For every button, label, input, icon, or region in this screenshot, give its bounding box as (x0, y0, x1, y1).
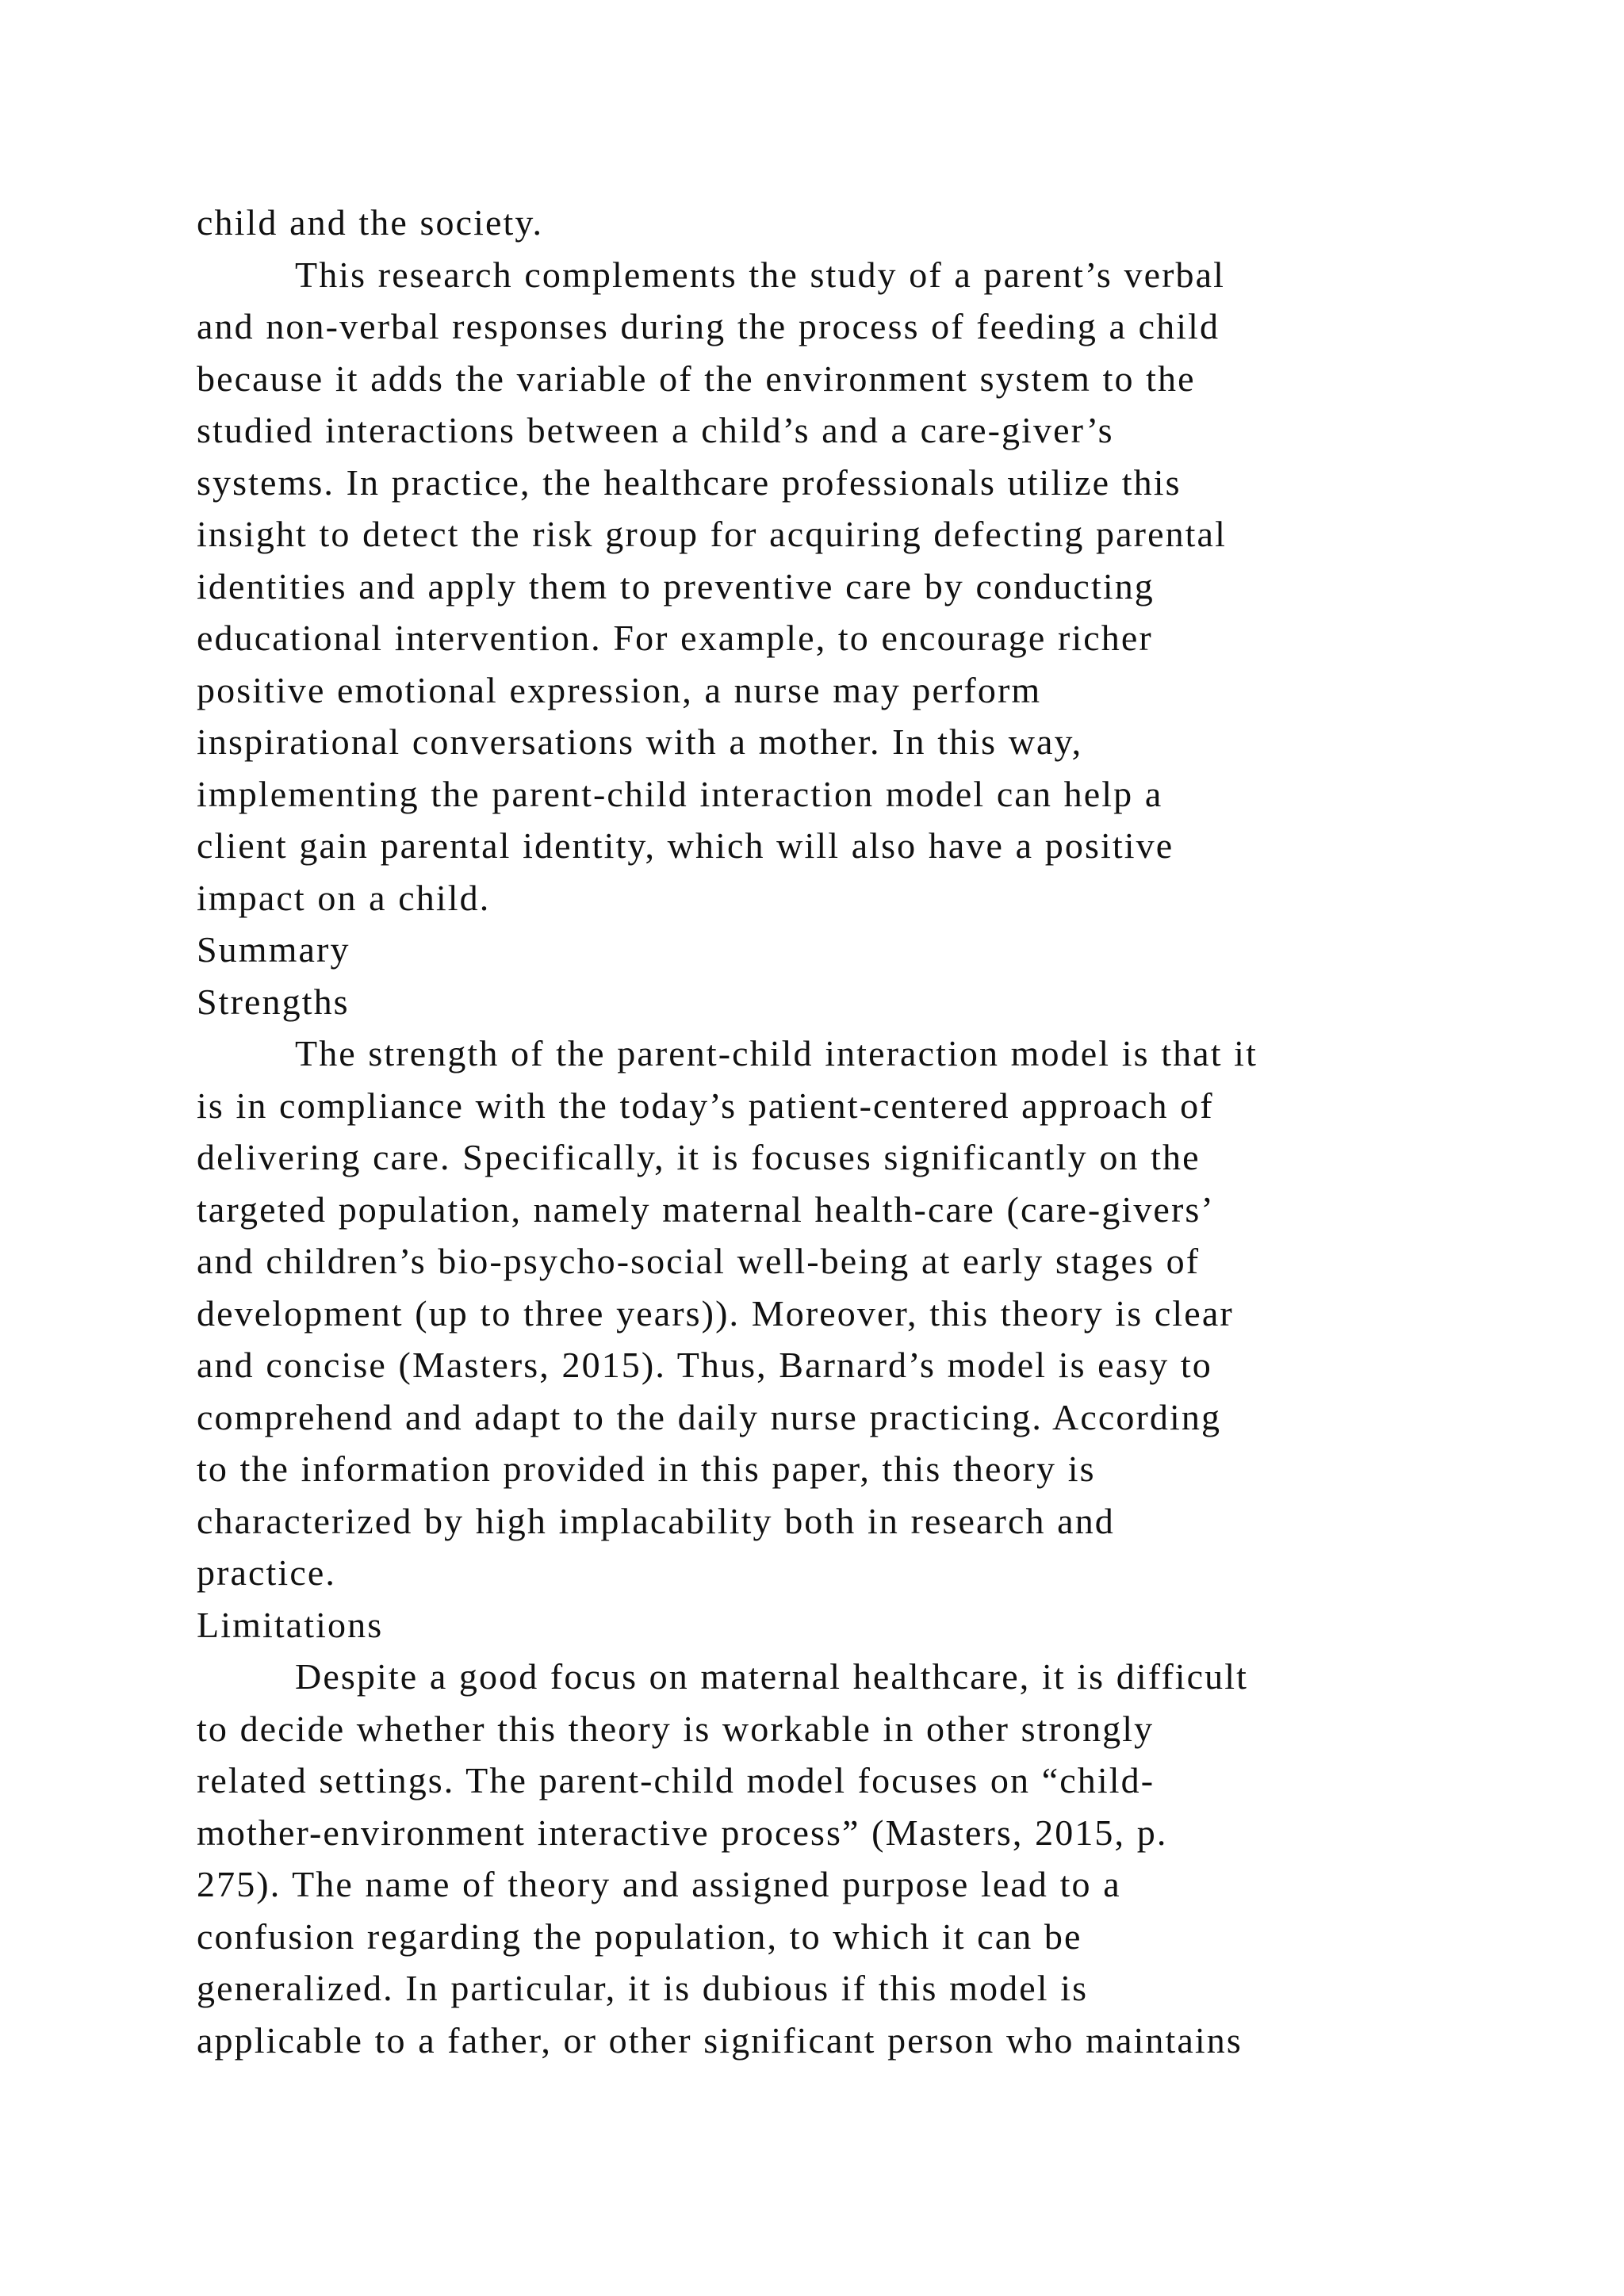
text-line: mother-environment interactive process” (Masters, 2015, p. (197, 1812, 1168, 1853)
text-line: This research complements the study of a parent’s verbal (295, 254, 1226, 295)
text-line: systems. In practice, the healthcare professionals utilize this (197, 461, 1182, 503)
text-line: to decide whether this theory is workable in other strongly (197, 1708, 1155, 1749)
text-line: development (up to three years)). Moreover, this theory is clear (197, 1292, 1234, 1334)
text-line: The strength of the parent-child interaction model is that it (295, 1033, 1258, 1073)
text-line: client gain parental identity, which will also have a positive (197, 825, 1174, 866)
text-line: studied interactions between a child’s and a care-giver’s (197, 410, 1114, 450)
text-line: confusion regarding the population, to which it can be (197, 1915, 1082, 1957)
text-line: inspirational conversations with a mother. In this way, (197, 721, 1083, 762)
text-line: is in compliance with the today’s patient-centered approach of (197, 1085, 1214, 1126)
text-line: generalized. In particular, it is dubious if this model is (197, 1968, 1089, 2008)
text-line: because it adds the variable of the environment system to the (197, 358, 1196, 399)
text-line: delivering care. Specifically, it is focuses significantly on the (197, 1137, 1201, 1177)
text-line: educational intervention. For example, to encourage richer (197, 618, 1153, 658)
text-line: child and the society. (197, 202, 544, 243)
text-line: applicable to a father, or other significant person who maintains (197, 2019, 1243, 2061)
text-line: characterized by high implacability both in research and (197, 1500, 1115, 1541)
text-line: and children’s bio-psycho-social well-being at early stages of (197, 1241, 1201, 1281)
text-line: impact on a child. (197, 877, 491, 918)
document-body (197, 197, 1545, 2066)
section-heading-summary: Summary (197, 929, 350, 970)
text-line: Despite a good focus on maternal healthcare, it is difficult (295, 1656, 1249, 1697)
text-line: 275). The name of theory and assigned purpose lead to a (197, 1864, 1121, 1904)
text-line: and concise (Masters, 2015). Thus, Barnard’s model is easy to (197, 1345, 1212, 1385)
text-line: targeted population, namely maternal health-care (care-givers’ (197, 1188, 1215, 1230)
text-line: and non-verbal responses during the process of feeding a child (197, 306, 1220, 346)
text-line: identities and apply them to preventive care by conducting (197, 565, 1155, 607)
text-line: related settings. The parent-child model focuses on “child- (197, 1760, 1155, 1800)
text-line: comprehend and adapt to the daily nurse practicing. According (197, 1396, 1222, 1437)
text-line: practice. (197, 1552, 336, 1593)
section-heading-limitations: Limitations (197, 1604, 384, 1645)
text-line: implementing the parent-child interaction model can help a (197, 773, 1163, 814)
text-line: to the information provided in this paper, this theory is (197, 1448, 1096, 1489)
text-line: insight to detect the risk group for acquiring defecting parental (197, 514, 1227, 554)
text-line: positive emotional expression, a nurse may perform (197, 669, 1042, 710)
section-heading-strengths: Strengths (197, 981, 350, 1022)
